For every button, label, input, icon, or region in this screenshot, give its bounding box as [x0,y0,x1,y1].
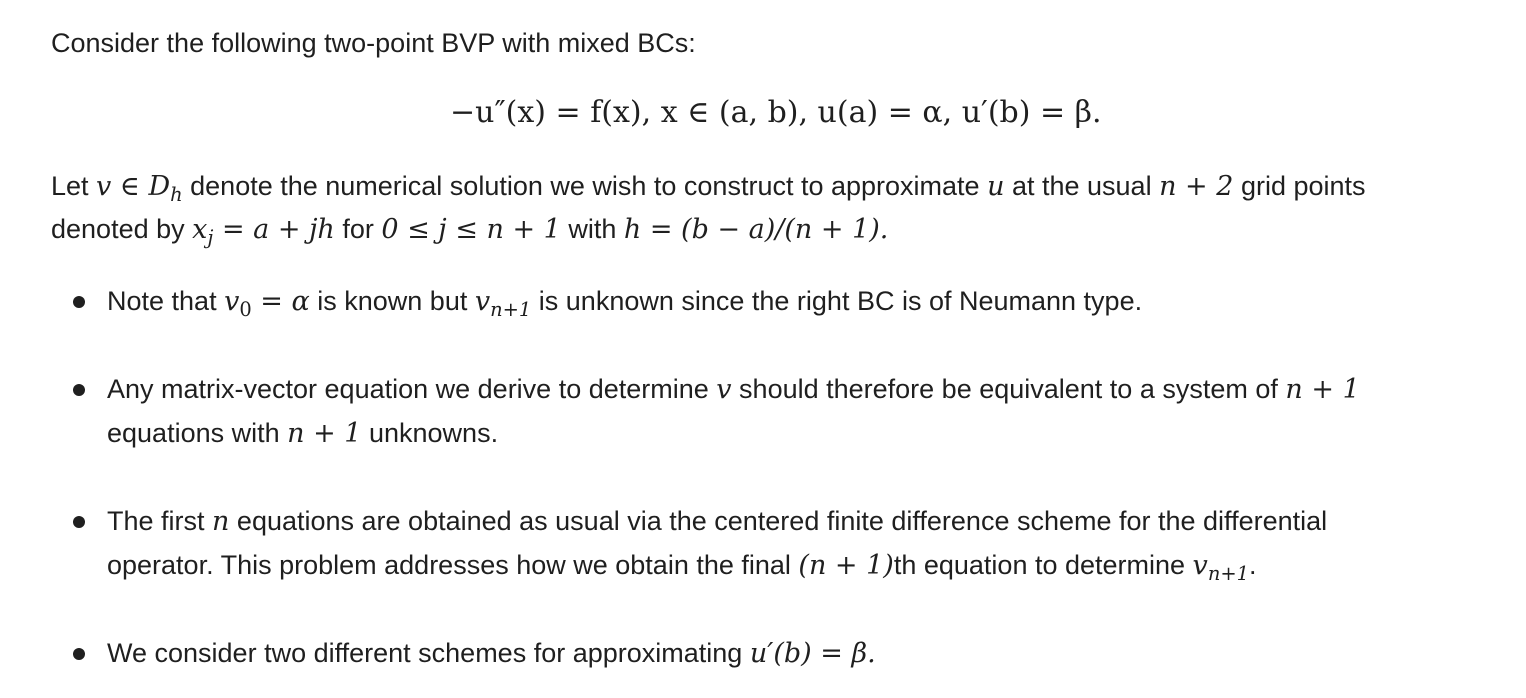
text-run: operator. This problem addresses how we obtain the final [107,550,799,580]
math-inline: = α [251,286,310,317]
bullet-marker [73,384,85,396]
bullet-item-3-line-1 [107,508,1327,535]
math-subscript: h [170,183,183,207]
math-inline: 0 ≤ j ≤ n + 1 [381,214,561,245]
math-subscript: 0 [239,298,252,322]
bullet-marker [73,648,85,660]
math-inline: v [224,286,240,317]
intro-text: Consider the following two-point BVP with mixed BCs: [51,28,696,58]
text-run: equations are obtained as usual via the centered finite difference scheme for the differential [229,506,1328,536]
display-equation: −u″(x) = f(x), x ∈ (a, b), u(a) = α, u′(b) = β. [450,95,1102,130]
text-run: grid points [1233,171,1366,201]
math-inline: h = (b − a)/(n + 1). [623,214,889,245]
text-run: We consider two different schemes for approximating [107,638,750,668]
math-inline: n + 2 [1159,171,1234,202]
math-inline: = a + jh [213,214,335,245]
math-subscript: j [207,226,214,250]
bullet-item-1 [107,286,1143,322]
text-run: unknowns. [361,418,499,448]
math-inline: x [192,214,208,245]
text-run: with [560,214,624,244]
text-run: equations with [107,418,288,448]
text-run: at the usual [1004,171,1160,201]
math-inline: v [474,286,491,317]
bullet-item-3-line-2 [107,550,1257,586]
text-run: th equation to determine [893,550,1193,580]
math-inline: v ∈ D [96,171,171,202]
text-run: denote the numerical solution we wish to construct to approximate [182,171,988,201]
text-run: Note that [107,286,225,316]
text-run: The first [107,506,213,536]
math-inline: n + 1 [287,418,362,449]
text-run: . [1248,550,1257,580]
math-inline: n [212,506,230,537]
bullet-item-2-line-1 [107,376,1360,403]
bullet-item-2-line-2 [107,420,498,447]
math-inline: (n + 1) [798,550,894,581]
math-inline: u′(b) = β. [749,638,876,669]
text-run: is known but [309,286,475,316]
bullet-marker [73,516,85,528]
text-run: for [334,214,382,244]
bullet-marker [73,296,85,308]
text-run: should therefore be equivalent to a system of [731,374,1286,404]
math-subscript: n+1 [490,298,532,322]
paragraph-line-1 [51,171,1366,207]
text-run: denoted by [51,214,193,244]
text-run: Any matrix-vector equation we derive to determine [107,374,717,404]
text-run: Let [51,171,97,201]
math-inline: v [716,374,732,405]
math-subscript: n+1 [1207,562,1249,586]
math-inline: v [1192,550,1208,581]
math-inline: n + 1 [1285,374,1360,405]
paragraph-line-2 [51,214,889,250]
math-inline: u [987,171,1005,202]
text-run: is unknown since the right BC is of Neumann type. [531,286,1143,316]
bullet-item-4 [107,640,876,667]
